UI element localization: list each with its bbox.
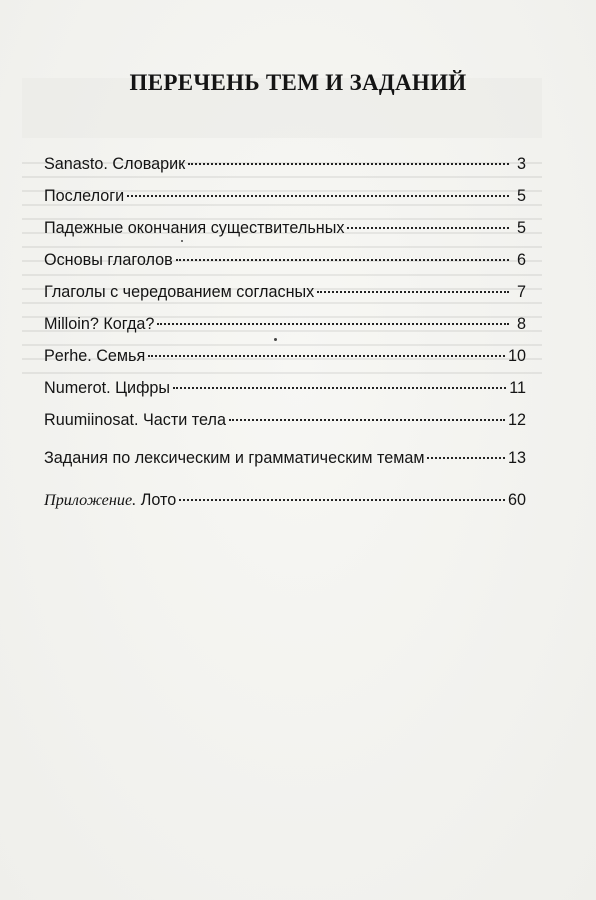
toc-page-number: 10 — [507, 347, 526, 365]
dot-leader — [229, 404, 505, 421]
toc-page-number: 8 — [516, 315, 526, 333]
toc-page-number: 5 — [516, 187, 526, 205]
toc-page-number: 6 — [516, 251, 526, 269]
toc-entry-label: Milloin? Когда? — [44, 315, 155, 333]
toc-page-number: 12 — [507, 411, 526, 429]
toc-entry-label: Perhe. Семья — [44, 347, 146, 365]
dot-leader — [148, 340, 505, 357]
dot-leader — [317, 276, 509, 293]
dot-leader — [127, 180, 509, 197]
table-of-contents — [44, 148, 526, 516]
toc-entry[interactable] — [44, 404, 526, 436]
paper-speck — [181, 240, 183, 242]
toc-page-number: 3 — [516, 155, 526, 173]
toc-entry[interactable] — [44, 308, 526, 340]
toc-entry[interactable] — [44, 340, 526, 372]
appendix-prefix: Приложение. — [44, 491, 137, 509]
toc-entry-label: Послелоги — [44, 187, 125, 205]
dot-leader — [179, 484, 505, 501]
toc-entry-label: Глаголы с чередованием согласных — [44, 283, 315, 301]
toc-entry[interactable] — [44, 212, 526, 244]
toc-entry[interactable] — [44, 180, 526, 212]
toc-entry-label: Ruumiinosat. Части тела — [44, 411, 226, 429]
page-title: ПЕРЕЧЕНЬ ТЕМ И ЗАДАНИЙ — [129, 70, 467, 95]
toc-page-number: 5 — [516, 219, 526, 237]
toc-entry-appendix[interactable] — [44, 484, 526, 516]
toc-entry[interactable] — [44, 372, 526, 404]
toc-page-number: 7 — [516, 283, 526, 301]
toc-entry-label: Sanasto. Словарик — [44, 155, 186, 173]
toc-entry-label — [44, 484, 176, 516]
toc-entry[interactable] — [44, 244, 526, 276]
dot-leader — [176, 244, 509, 261]
toc-entry-label: Задания по лексическим и грамматическим темам — [44, 449, 425, 467]
appendix-title: Лото — [136, 491, 177, 509]
toc-entry[interactable] — [44, 276, 526, 308]
toc-entry-label: Numerot. Цифры — [44, 379, 171, 397]
dot-leader — [427, 442, 505, 459]
toc-page-number: 13 — [507, 449, 526, 467]
dot-leader — [347, 212, 509, 229]
paper-speck — [274, 338, 277, 341]
toc-entry-label: Падежные окончания существительных — [44, 219, 345, 237]
toc-entry[interactable] — [44, 148, 526, 180]
toc-entry[interactable] — [44, 442, 526, 474]
dot-leader — [173, 372, 506, 389]
toc-page-number: 60 — [507, 491, 526, 509]
toc-entry-label: Основы глаголов — [44, 251, 173, 269]
toc-page-number: 11 — [509, 379, 526, 397]
dot-leader — [188, 148, 509, 165]
dot-leader — [157, 308, 509, 325]
